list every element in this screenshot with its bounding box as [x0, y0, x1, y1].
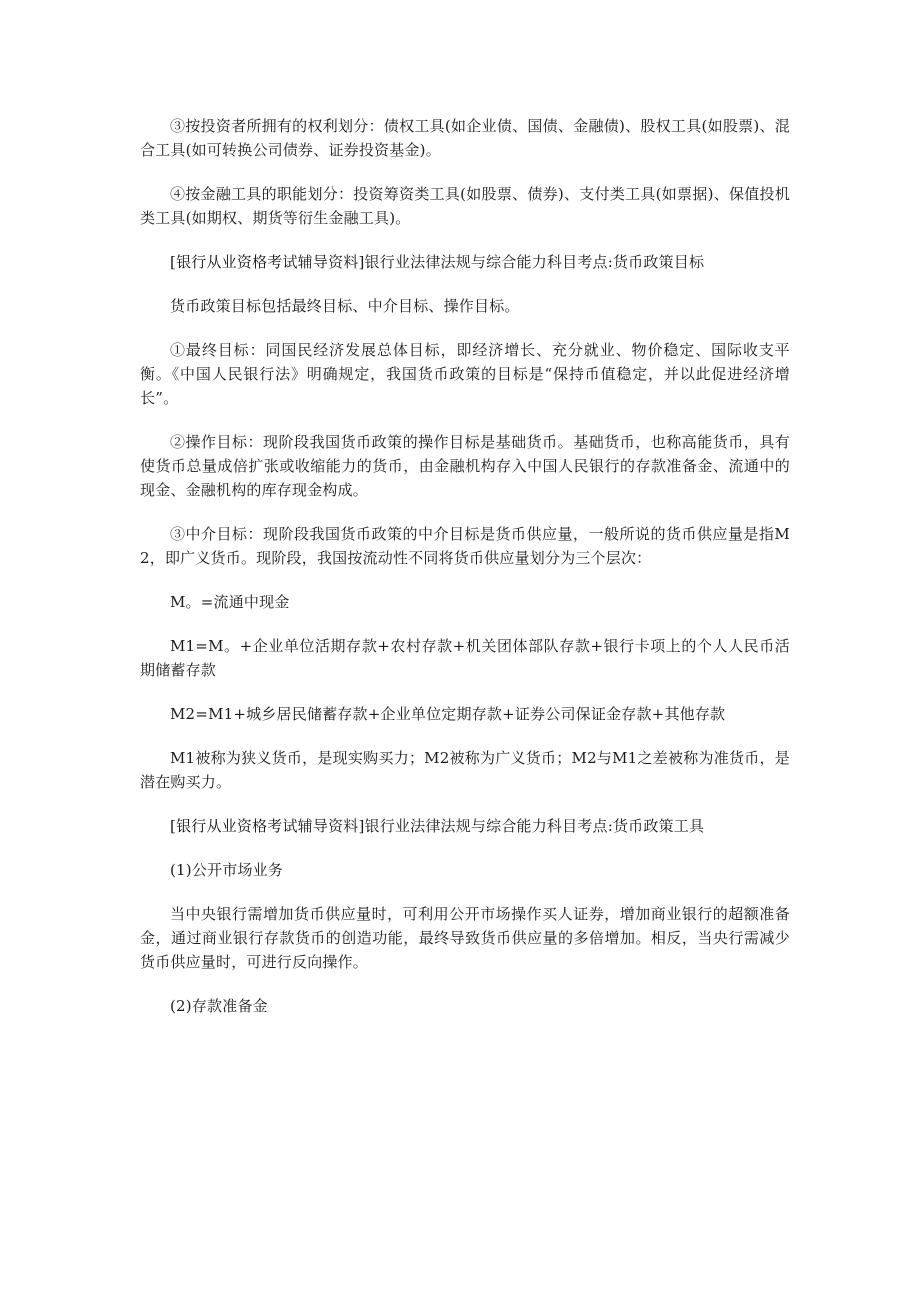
paragraph-open-market-body: 当中央银行需增加货币供应量时，可利用公开市场操作买人证券，增加商业银行的超额准备金，通过商业银行存款货币的创造功能，最终导致货币供应量的多倍增加。相反，当央行需减少货币供应量时，可进行反向操作。: [140, 905, 790, 971]
paragraph-function-classification: ④按金融工具的职能划分：投资筹资类工具(如股票、债券)、支付类工具(如票据)、保值投机类工具(如期权、期货等衍生金融工具)。: [140, 185, 790, 227]
paragraph-goals-overview: 货币政策目标包括最终目标、中介目标、操作目标。: [170, 297, 520, 315]
section-heading-policy-tools: [140, 814, 790, 838]
heading-suffix: 辅导资料]银行业法律法规与综合能力科目考点:货币政策工具: [297, 817, 705, 835]
paragraph-m2-definition: M2=M1+城乡居民储蓄存款+企业单位定期存款+证券公司保证金存款+其他存款: [170, 705, 726, 723]
document-body: [140, 114, 790, 1038]
paragraph-final-goal: ①最终目标：同国民经济发展总体目标，即经济增长、充分就业、物价稳定、国际收支平衡。《中国人民银行法》明确规定，我国货币政策的目标是“保持币值稳定，并以此促进经济增长”。: [140, 341, 790, 407]
heading-link-exam[interactable]: 银行从业资格考试: [176, 817, 298, 835]
heading-prefix: [: [170, 817, 177, 835]
heading-prefix: [: [170, 253, 177, 271]
paragraph-operating-goal: ②操作目标：现阶段我国货币政策的操作目标是基础货币。基础货币，也称高能货币，具有使货币总量成倍扩张或收缩能力的货币，由金融机构存入中国人民银行的存款准备金、流通中的现金、金融机构的库存现金构成。: [140, 433, 790, 499]
paragraph-intermediate-goal: ③中介目标：现阶段我国货币政策的中介目标是货币供应量，一般所说的货币供应量是指M2，即广义货币。现阶段，我国按流动性不同将货币供应量划分为三个层次：: [140, 525, 790, 567]
paragraph-money-types: M1被称为狭义货币，是现实购买力；M2被称为广义货币；M2与M1之差被称为准货币，是潜在购买力。: [140, 749, 790, 791]
paragraph-open-market-title: (1)公开市场业务: [170, 861, 284, 879]
paragraph-m0-definition: M。=流通中现金: [170, 593, 290, 611]
paragraph-rights-classification: ③按投资者所拥有的权利划分：债权工具(如企业债、国债、金融债)、股权工具(如股票)、混合工具(如可转换公司债券、证券投资基金)。: [140, 117, 790, 159]
paragraph-reserve-title: (2)存款准备金: [170, 997, 268, 1015]
heading-link-exam[interactable]: 银行从业资格考试: [176, 253, 298, 271]
section-heading-policy-goals: [140, 250, 790, 274]
heading-suffix: 辅导资料]银行业法律法规与综合能力科目考点:货币政策目标: [297, 253, 705, 271]
paragraph-m1-definition: M1=M。+企业单位活期存款+农村存款+机关团体部队存款+银行卡项上的个人人民币活期储蓄存款: [140, 637, 790, 679]
